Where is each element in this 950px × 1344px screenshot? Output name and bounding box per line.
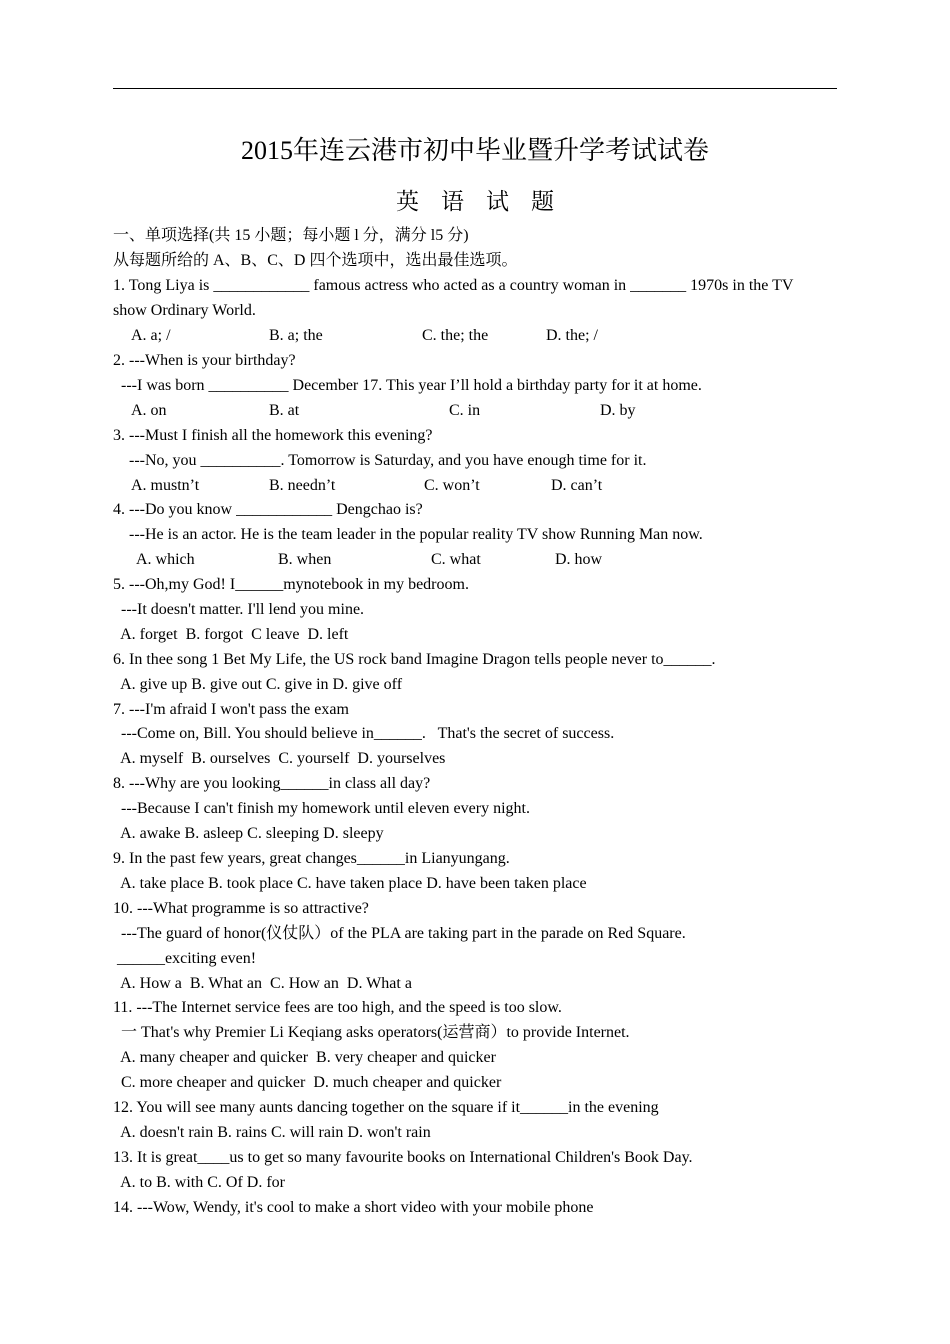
question-7-options: A. myself B. ourselves C. yourself D. yourselves (113, 750, 446, 767)
subject-title: 英语试题 (396, 189, 576, 214)
question-11-options-cd: C. more cheaper and quicker D. much cheaper and quicker (113, 1074, 502, 1091)
question-2-option-b: B. at (269, 402, 300, 419)
question-1-option-a: A. a; / (131, 327, 171, 344)
question-3-option-b: B. needn’t (269, 477, 336, 494)
question-13-stem: 13. It is great____us to get so many favourite books on International Children's Book Day. (113, 1149, 693, 1166)
question-3-stem: 3. ---Must I finish all the homework this evening? (113, 427, 433, 444)
question-2-option-a: A. on (131, 402, 167, 419)
question-4-answer-line: ---He is an actor. He is the team leader in the popular reality TV show Running Man now. (113, 526, 703, 543)
question-1-stem: 1. Tong Liya is ____________ famous actress who acted as a country woman in _______ 1970s in the TV (113, 277, 794, 294)
question-13-options: A. to B. with C. Of D. for (113, 1174, 285, 1191)
question-11-options-ab: A. many cheaper and quicker B. very cheaper and quicker (113, 1049, 496, 1066)
section-heading: 一、单项选择(共 15 小题；每小题 l 分，满分 l5 分) (113, 227, 469, 244)
question-5-answer-line: ---It doesn't matter. I'll lend you mine. (113, 601, 365, 618)
question-6-stem: 6. In thee song 1 Bet My Life, the US rock band Imagine Dragon tells people never to______. (113, 651, 716, 668)
question-1-option-d: D. the; / (546, 327, 598, 344)
question-4-option-c: C. what (431, 551, 481, 568)
question-2-stem: 2. ---When is your birthday? (113, 352, 296, 369)
question-4-option-b: B. when (278, 551, 332, 568)
question-3-option-c: C. won’t (424, 477, 480, 494)
question-4-option-d: D. how (555, 551, 603, 568)
question-4-stem: 4. ---Do you know ____________ Dengchao is? (113, 501, 423, 518)
header-rule (113, 88, 837, 89)
question-5-stem: 5. ---Oh,my God! I______mynotebook in my bedroom. (113, 576, 469, 593)
question-11-stem: 11. ---The Internet service fees are too high, and the speed is too slow. (113, 999, 562, 1016)
question-4-option-a: A. which (136, 551, 195, 568)
question-2-option-c: C. in (449, 402, 481, 419)
question-11-answer-line: 一 That's why Premier Li Keqiang asks operators(运营商）to provide Internet. (113, 1024, 630, 1041)
question-9-options: A. take place B. took place C. have taken place D. have been taken place (113, 875, 587, 892)
question-10-answer-line: ---The guard of honor(仪仗队）of the PLA are taking part in the parade on Red Square. (113, 925, 686, 942)
question-5-options: A. forget B. forgot C leave D. left (113, 626, 349, 643)
question-3-option-a: A. mustn’t (131, 477, 200, 494)
question-12-options: A. doesn't rain B. rains C. will rain D. won't rain (113, 1124, 431, 1141)
question-2-option-d: D. by (600, 402, 636, 419)
question-2-answer-line: ---I was born __________ December 17. This year I’ll hold a birthday party for it at home. (113, 377, 702, 394)
question-1-option-b: B. a; the (269, 327, 323, 344)
question-7-answer-line: ---Come on, Bill. You should believe in______. That's the secret of success. (113, 725, 615, 742)
question-7-stem: 7. ---I'm afraid I won't pass the exam (113, 701, 349, 718)
question-14-stem: 14. ---Wow, Wendy, it's cool to make a short video with your mobile phone (113, 1199, 594, 1216)
question-3-answer-line: ---No, you __________. Tomorrow is Saturday, and you have enough time for it. (113, 452, 647, 469)
question-12-stem: 12. You will see many aunts dancing together on the square if it______in the evening (113, 1099, 659, 1116)
question-9-stem: 9. In the past few years, great changes______in Lianyungang. (113, 850, 510, 867)
question-10-answer-line-cont: ______exciting even! (113, 950, 257, 967)
question-1-option-c: C. the; the (422, 327, 489, 344)
question-3-option-d: D. can’t (551, 477, 603, 494)
question-1-stem-cont: show Ordinary World. (113, 302, 256, 319)
section-instruction: 从每题所给的 A、B、C、D 四个选项中，选出最佳选项。 (113, 252, 518, 269)
question-10-options: A. How a B. What an C. How an D. What a (113, 975, 412, 992)
question-10-stem: 10. ---What programme is so attractive? (113, 900, 369, 917)
question-8-stem: 8. ---Why are you looking______in class all day? (113, 775, 431, 792)
page-title: 2015年连云港市初中毕业暨升学考试试卷 (240, 136, 709, 165)
question-8-options: A. awake B. asleep C. sleeping D. sleepy (113, 825, 384, 842)
question-8-answer-line: ---Because I can't finish my homework until eleven every night. (113, 800, 530, 817)
question-6-options: A. give up B. give out C. give in D. give off (113, 676, 403, 693)
